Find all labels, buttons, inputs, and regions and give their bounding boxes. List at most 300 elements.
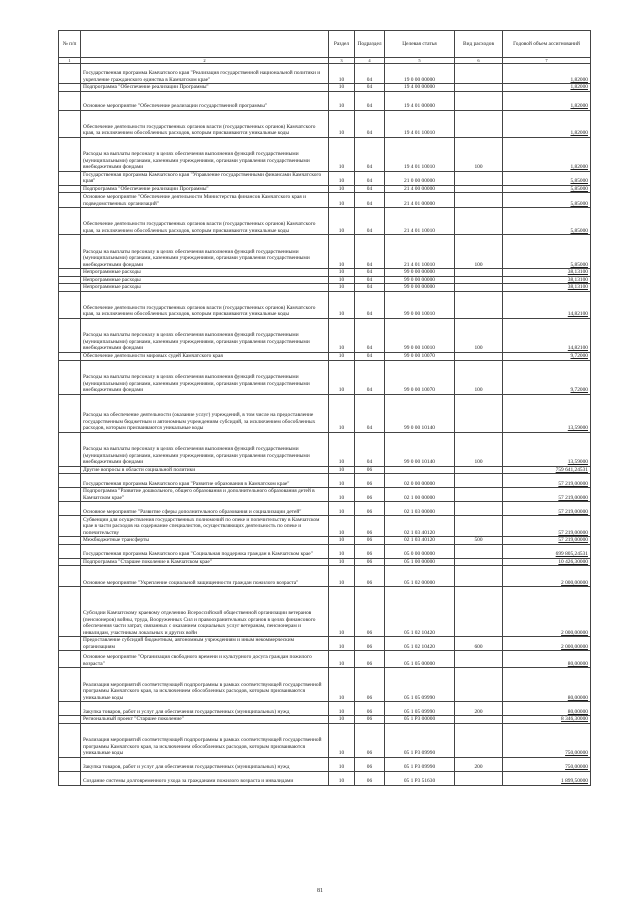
cell-razdel: 10 [329, 702, 355, 716]
cell-csr: 05 0 00 00000 [385, 544, 455, 558]
cell-num [59, 91, 81, 110]
cell-csr: 21 4 00 00000 [385, 185, 455, 192]
cell-name: Обеспечение деятельности государственных органов власти (государственных органов) Камчатского края, за исключением обособленных расходов, которым присваиваются уникальные коды [81, 291, 329, 318]
cell-razdel: 10 [329, 193, 355, 208]
cell-num [59, 668, 81, 702]
cell-vr [455, 91, 503, 110]
header-name [81, 31, 329, 58]
cell-podrazdel: 06 [355, 516, 385, 537]
cell-razdel: 10 [329, 537, 355, 544]
cell-vr [455, 64, 503, 84]
cell-csr: 99 0 00 10010 [385, 318, 455, 352]
table-row [59, 193, 591, 208]
cell-name: Региональный проект "Старшее поколение" [81, 716, 329, 723]
cell-num [59, 110, 81, 137]
header-podrazdel: Подраздел [355, 31, 385, 58]
cell-razdel: 10 [329, 587, 355, 637]
cell-num [59, 566, 81, 587]
header-num: № п/п [59, 31, 81, 58]
cell-vr [455, 171, 503, 185]
cell-vr [455, 544, 503, 558]
table-row [59, 544, 591, 558]
cell-sum: 57 219,00000 [503, 474, 591, 488]
cell-vr: 100 [455, 318, 503, 352]
header-csr: Целевая статья [385, 31, 455, 58]
cell-num [59, 516, 81, 537]
cell-vr [455, 110, 503, 137]
cell-vr [455, 488, 503, 502]
cell-num [59, 502, 81, 516]
cell-podrazdel: 04 [355, 352, 385, 360]
cell-csr: 21 0 00 00000 [385, 171, 455, 185]
cell-razdel: 10 [329, 757, 355, 771]
cell-num [59, 723, 81, 757]
cell-podrazdel: 04 [355, 193, 385, 208]
table-row [59, 716, 591, 723]
cell-sum: 1,82000 [503, 84, 591, 91]
cell-podrazdel: 06 [355, 723, 385, 757]
cell-podrazdel: 04 [355, 269, 385, 276]
cell-name: Обеспечение деятельности государственных органов власти (государственных органов) Камчатского края, за исключением обособленных расходов, которым присваиваются уникальные коды [81, 208, 329, 235]
cell-name: Закупка товаров, работ и услуг для обеспечения государственных (муниципальных) нужд [81, 757, 329, 771]
cell-name: Расходы на выплаты персоналу в целях обеспечения выполнения функций государственными (муниципальными) органами, казенными учреждениями, органами управления государственными внебюджетными фондами [81, 360, 329, 394]
header-vr: Вид расходов [455, 31, 503, 58]
table-row [59, 537, 591, 544]
cell-csr: 02 1 03 40120 [385, 516, 455, 537]
cell-csr: 05 1 00 00000 [385, 558, 455, 565]
cell-vr [455, 84, 503, 91]
cell-vr [455, 291, 503, 318]
cell-podrazdel: 06 [355, 488, 385, 502]
cell-name: Расходы на выплаты персоналу в целях обеспечения выполнения функций государственными (муниципальными) органами, казенными учреждениями, органами управления государственными внебюджетными фондами [81, 432, 329, 466]
cell-razdel: 10 [329, 516, 355, 537]
cell-vr [455, 394, 503, 432]
cell-num [59, 757, 81, 771]
cell-razdel: 10 [329, 284, 355, 291]
cell-razdel: 10 [329, 269, 355, 276]
cell-name: Непрограммные расходы [81, 284, 329, 291]
column-index: 5 [385, 58, 455, 64]
table-row [59, 637, 591, 651]
table-header-row [59, 31, 591, 58]
cell-num [59, 276, 81, 283]
cell-sum: 750,00000 [503, 757, 591, 771]
table-row [59, 432, 591, 466]
cell-name: Закупка товаров, работ и услуг для обеспечения государственных (муниципальных) нужд [81, 702, 329, 716]
cell-num [59, 269, 81, 276]
cell-razdel: 10 [329, 360, 355, 394]
cell-vr [455, 651, 503, 668]
cell-csr: 05 1 P3 00000 [385, 716, 455, 723]
table-row [59, 651, 591, 668]
cell-num [59, 488, 81, 502]
cell-razdel: 10 [329, 723, 355, 757]
cell-name: Основное мероприятие "Укрепление социальной защищенности граждан пожилого возраста" [81, 566, 329, 587]
cell-vr: 200 [455, 757, 503, 771]
cell-csr: 21 4 01 10010 [385, 235, 455, 269]
cell-podrazdel: 06 [355, 771, 385, 785]
cell-csr: 99 0 00 10070 [385, 360, 455, 394]
cell-vr [455, 208, 503, 235]
cell-csr: 99 0 00 00000 [385, 269, 455, 276]
cell-vr: 100 [455, 235, 503, 269]
cell-csr: 21 4 01 10010 [385, 208, 455, 235]
cell-sum: 38,13100 [503, 269, 591, 276]
cell-num [59, 360, 81, 394]
table-row [59, 488, 591, 502]
cell-razdel: 10 [329, 432, 355, 466]
column-index: 1 [59, 58, 81, 64]
cell-num [59, 587, 81, 637]
table-row [59, 466, 591, 473]
cell-vr [455, 516, 503, 537]
cell-name: Основное мероприятие "Обеспечение деятельности Министерства финансов Камчатского края и подведомственных организаций" [81, 193, 329, 208]
cell-name: Непрограммные расходы [81, 276, 329, 283]
cell-razdel: 10 [329, 185, 355, 192]
cell-podrazdel: 04 [355, 276, 385, 283]
cell-vr: 500 [455, 537, 503, 544]
table-row [59, 352, 591, 360]
cell-csr: 19 4 01 10010 [385, 110, 455, 137]
cell-sum: 1,82000 [503, 64, 591, 84]
cell-csr: 99 0 00 00000 [385, 276, 455, 283]
cell-podrazdel: 06 [355, 757, 385, 771]
cell-razdel: 10 [329, 171, 355, 185]
cell-name: Межбюджетные трансферты [81, 537, 329, 544]
cell-csr: 02 0 00 00000 [385, 474, 455, 488]
table-row [59, 771, 591, 785]
cell-podrazdel: 06 [355, 474, 385, 488]
cell-vr [455, 587, 503, 637]
cell-razdel: 10 [329, 235, 355, 269]
cell-razdel: 10 [329, 137, 355, 171]
cell-sum: 2 000,00000 [503, 587, 591, 637]
column-index: 6 [455, 58, 503, 64]
cell-sum: 5,85000 [503, 235, 591, 269]
table-row [59, 702, 591, 716]
cell-podrazdel: 06 [355, 668, 385, 702]
cell-csr: 99 0 00 10140 [385, 432, 455, 466]
table-row [59, 516, 591, 537]
cell-sum: 5,85000 [503, 185, 591, 192]
cell-sum: 13,59000 [503, 432, 591, 466]
cell-num [59, 651, 81, 668]
cell-csr: 99 0 00 10070 [385, 352, 455, 360]
cell-name: Обеспечение деятельности государственных органов власти (государственных органов) Камчатского края, за исключением обособленных расходов, которым присваиваются уникальные коды [81, 110, 329, 137]
table-row [59, 110, 591, 137]
cell-csr: 02 1 03 40120 [385, 537, 455, 544]
cell-razdel: 10 [329, 544, 355, 558]
cell-sum: 1,82000 [503, 110, 591, 137]
cell-sum: 2 000,00000 [503, 566, 591, 587]
table-row [59, 185, 591, 192]
cell-name: Государственная программа Камчатского края "Развитие образования в Камчатском крае" [81, 474, 329, 488]
cell-name: Основное мероприятие "Организация свободного времени и культурного досуга граждан пожилого возраста" [81, 651, 329, 668]
table-row [59, 291, 591, 318]
cell-podrazdel: 04 [355, 432, 385, 466]
cell-sum: 8 346,30000 [503, 716, 591, 723]
page-number: 81 [317, 888, 323, 894]
table-row [59, 723, 591, 757]
cell-csr: 99 0 00 10010 [385, 291, 455, 318]
cell-csr: 02 1 03 00000 [385, 502, 455, 516]
cell-num [59, 284, 81, 291]
table-row [59, 235, 591, 269]
cell-name: Субсидии Камчатскому краевому отделению Всероссийской общественной организации ветеранов (пенсионеров) войны, труда, Вооруженных Сил и правоохранительных органов в целях финансового обеспечения части затрат, связанных с оказанием социальных услуг ветеранам, пенсионерам и инвалидам, участникам локальных и других войн [81, 587, 329, 637]
cell-vr [455, 566, 503, 587]
cell-podrazdel: 06 [355, 566, 385, 587]
cell-name: Подпрограмма "Старшее поколение в Камчатском крае" [81, 558, 329, 565]
cell-podrazdel: 06 [355, 637, 385, 651]
cell-vr: 100 [455, 432, 503, 466]
cell-name: Обеспечение деятельности мировых судей Камчатского края [81, 352, 329, 360]
cell-vr [455, 352, 503, 360]
column-index: 2 [81, 58, 329, 64]
cell-name: Подпрограмма "Обеспечение реализации Программы" [81, 84, 329, 91]
table-row [59, 566, 591, 587]
cell-vr [455, 193, 503, 208]
cell-csr: 05 1 05 09990 [385, 702, 455, 716]
table-row [59, 318, 591, 352]
budget-table-sheet [58, 30, 590, 786]
table-row [59, 587, 591, 637]
cell-csr: 05 1 02 00000 [385, 566, 455, 587]
cell-razdel: 10 [329, 91, 355, 110]
cell-name: Подпрограмма "Обеспечение реализации Программы" [81, 185, 329, 192]
cell-csr: 02 1 00 00000 [385, 488, 455, 502]
cell-csr: 05 1 02 10420 [385, 637, 455, 651]
cell-sum: 80,00000 [503, 668, 591, 702]
table-row [59, 276, 591, 283]
cell-razdel: 10 [329, 394, 355, 432]
cell-podrazdel: 04 [355, 137, 385, 171]
cell-num [59, 637, 81, 651]
cell-sum: 5,85000 [503, 193, 591, 208]
cell-sum: 57 219,00000 [503, 488, 591, 502]
cell-sum: 1,82000 [503, 91, 591, 110]
cell-sum: 5,85000 [503, 208, 591, 235]
table-row [59, 64, 591, 84]
cell-name: Реализация мероприятий соответствующей подпрограммы в рамках соответствующей государственной программы Камчатского края, за исключением обособленных расходов, которым присваиваются уникальные коды [81, 668, 329, 702]
table-row [59, 208, 591, 235]
cell-num [59, 64, 81, 84]
table-row [59, 668, 591, 702]
cell-num [59, 137, 81, 171]
cell-vr: 200 [455, 702, 503, 716]
table-row [59, 171, 591, 185]
cell-razdel: 10 [329, 651, 355, 668]
cell-csr: 99 0 00 10140 [385, 394, 455, 432]
cell-csr: 19 4 01 10010 [385, 137, 455, 171]
cell-sum: 1 899,50000 [503, 771, 591, 785]
cell-razdel: 10 [329, 474, 355, 488]
column-index: 3 [329, 58, 355, 64]
cell-vr [455, 276, 503, 283]
cell-vr [455, 723, 503, 757]
cell-csr [385, 466, 455, 473]
cell-razdel: 10 [329, 716, 355, 723]
cell-csr: 19 0 00 00000 [385, 64, 455, 84]
table-row [59, 502, 591, 516]
cell-num [59, 235, 81, 269]
cell-num [59, 352, 81, 360]
cell-num [59, 291, 81, 318]
cell-podrazdel: 04 [355, 84, 385, 91]
cell-num [59, 84, 81, 91]
table-row [59, 137, 591, 171]
cell-sum: 9,72000 [503, 352, 591, 360]
cell-podrazdel: 04 [355, 185, 385, 192]
budget-allocation-table [58, 30, 591, 786]
cell-podrazdel: 04 [355, 64, 385, 84]
table-row [59, 360, 591, 394]
cell-vr [455, 284, 503, 291]
cell-name: Расходы на обеспечение деятельности (оказание услуг) учреждений, в том числе на предоставление государственным бюджетным и автономным учреждениям субсидий, за исключением обособленных расходов, которым присваиваются уникальные коды [81, 394, 329, 432]
cell-podrazdel: 06 [355, 702, 385, 716]
cell-podrazdel: 06 [355, 558, 385, 565]
cell-podrazdel: 06 [355, 651, 385, 668]
cell-name: Основное мероприятие "Развитие сферы дополнительного образования и социализации детей" [81, 502, 329, 516]
table-row [59, 474, 591, 488]
cell-csr: 05 1 P3 09990 [385, 723, 455, 757]
cell-razdel: 10 [329, 558, 355, 565]
cell-sum: 57 219,00000 [503, 516, 591, 537]
table-row [59, 91, 591, 110]
cell-name: Расходы на выплаты персоналу в целях обеспечения выполнения функций государственными (муниципальными) органами, казенными учреждениями, органами управления государственными внебюджетными фондами [81, 137, 329, 171]
cell-sum: 750,00000 [503, 723, 591, 757]
cell-razdel: 10 [329, 208, 355, 235]
cell-num [59, 185, 81, 192]
cell-sum: 14,82100 [503, 318, 591, 352]
cell-vr [455, 474, 503, 488]
cell-podrazdel: 04 [355, 318, 385, 352]
cell-vr [455, 716, 503, 723]
table-body [59, 64, 591, 785]
cell-name: Государственная программа Камчатского края "Реализация государственной национальной политики и укрепление гражданского единства в Камчатском крае" [81, 64, 329, 84]
cell-vr [455, 185, 503, 192]
cell-csr: 19 4 00 00000 [385, 84, 455, 91]
cell-num [59, 474, 81, 488]
cell-num [59, 771, 81, 785]
cell-sum: 80,00000 [503, 651, 591, 668]
cell-num [59, 208, 81, 235]
table-row [59, 284, 591, 291]
cell-razdel: 10 [329, 502, 355, 516]
table-row [59, 394, 591, 432]
cell-sum: 1,82000 [503, 137, 591, 171]
cell-name: Расходы на выплаты персоналу в целях обеспечения выполнения функций государственными (муниципальными) органами, казенными учреждениями, органами управления государственными внебюджетными фондами [81, 318, 329, 352]
cell-csr: 19 4 01 00000 [385, 91, 455, 110]
cell-csr: 05 1 05 00000 [385, 651, 455, 668]
cell-sum: 5,85000 [503, 171, 591, 185]
cell-vr [455, 269, 503, 276]
cell-sum: 14,82100 [503, 291, 591, 318]
cell-podrazdel: 04 [355, 91, 385, 110]
cell-name: Расходы на выплаты персоналу в целях обеспечения выполнения функций государственными (муниципальными) органами, казенными учреждениями, органами управления государственными внебюджетными фондами [81, 235, 329, 269]
cell-podrazdel: 04 [355, 208, 385, 235]
cell-csr: 05 1 02 10420 [385, 587, 455, 637]
cell-podrazdel: 04 [355, 394, 385, 432]
cell-razdel: 10 [329, 352, 355, 360]
cell-razdel: 10 [329, 668, 355, 702]
cell-razdel: 10 [329, 488, 355, 502]
cell-vr [455, 502, 503, 516]
cell-razdel: 10 [329, 566, 355, 587]
cell-num [59, 716, 81, 723]
cell-num [59, 537, 81, 544]
cell-podrazdel: 04 [355, 171, 385, 185]
cell-num [59, 318, 81, 352]
cell-vr: 600 [455, 637, 503, 651]
cell-num [59, 394, 81, 432]
cell-name: Реализация мероприятий соответствующей подпрограммы в рамках соответствующей государственной программы Камчатского края, за исключением обособленных расходов, которым присваиваются уникальные коды [81, 723, 329, 757]
column-index: 4 [355, 58, 385, 64]
cell-name: Предоставление субсидий бюджетным, автономным учреждениям и иным некоммерческим организациям [81, 637, 329, 651]
table-row [59, 269, 591, 276]
cell-csr: 21 4 01 00000 [385, 193, 455, 208]
cell-razdel: 10 [329, 466, 355, 473]
cell-num [59, 432, 81, 466]
cell-razdel: 10 [329, 318, 355, 352]
cell-sum: 38,13100 [503, 276, 591, 283]
cell-razdel: 10 [329, 276, 355, 283]
cell-sum: 759 641,24531 [503, 466, 591, 473]
cell-razdel: 10 [329, 291, 355, 318]
cell-podrazdel: 04 [355, 284, 385, 291]
cell-name: Субвенции для осуществления государственных полномочий по опеке и попечительству в Камчатском крае в части расходов на содержание специалистов, осуществляющих деятельность по опеке и попечительству [81, 516, 329, 537]
cell-sum: 13,59000 [503, 394, 591, 432]
cell-sum: 80,00000 [503, 702, 591, 716]
cell-podrazdel: 04 [355, 360, 385, 394]
cell-razdel: 10 [329, 84, 355, 91]
cell-sum: 2 000,00000 [503, 637, 591, 651]
cell-vr: 100 [455, 137, 503, 171]
cell-vr [455, 668, 503, 702]
cell-podrazdel: 06 [355, 537, 385, 544]
cell-num [59, 466, 81, 473]
cell-podrazdel: 06 [355, 587, 385, 637]
cell-podrazdel: 04 [355, 110, 385, 137]
cell-num [59, 558, 81, 565]
cell-razdel: 10 [329, 64, 355, 84]
cell-num [59, 702, 81, 716]
cell-razdel: 10 [329, 771, 355, 785]
cell-vr: 100 [455, 360, 503, 394]
cell-podrazdel: 06 [355, 544, 385, 558]
cell-sum: 699 805,24531 [503, 544, 591, 558]
column-index: 7 [503, 58, 591, 64]
cell-sum: 57 219,00000 [503, 502, 591, 516]
cell-sum: 10 426,30000 [503, 558, 591, 565]
cell-name: Государственная программа Камчатского края "Управление государственными финансами Камчатского края" [81, 171, 329, 185]
cell-name: Непрограммные расходы [81, 269, 329, 276]
header-razdel: Раздел [329, 31, 355, 58]
cell-name: Создание системы долговременного ухода за гражданами пожилого возраста и инвалидами [81, 771, 329, 785]
cell-csr: 05 1 P3 09990 [385, 757, 455, 771]
cell-vr [455, 771, 503, 785]
cell-sum: 38,13100 [503, 284, 591, 291]
cell-csr: 05 1 05 09990 [385, 668, 455, 702]
cell-csr: 99 0 00 00000 [385, 284, 455, 291]
cell-num [59, 193, 81, 208]
cell-sum: 57 219,00000 [503, 537, 591, 544]
cell-name: Подпрограмма "Развитие дошкольного, общего образования и дополнительного образования детей в Камчатском крае" [81, 488, 329, 502]
cell-name: Государственная программа Камчатского края "Социальная поддержка граждан в Камчатском крае" [81, 544, 329, 558]
cell-podrazdel: 06 [355, 716, 385, 723]
cell-sum: 9,72000 [503, 360, 591, 394]
table-row [59, 757, 591, 771]
cell-podrazdel: 06 [355, 466, 385, 473]
